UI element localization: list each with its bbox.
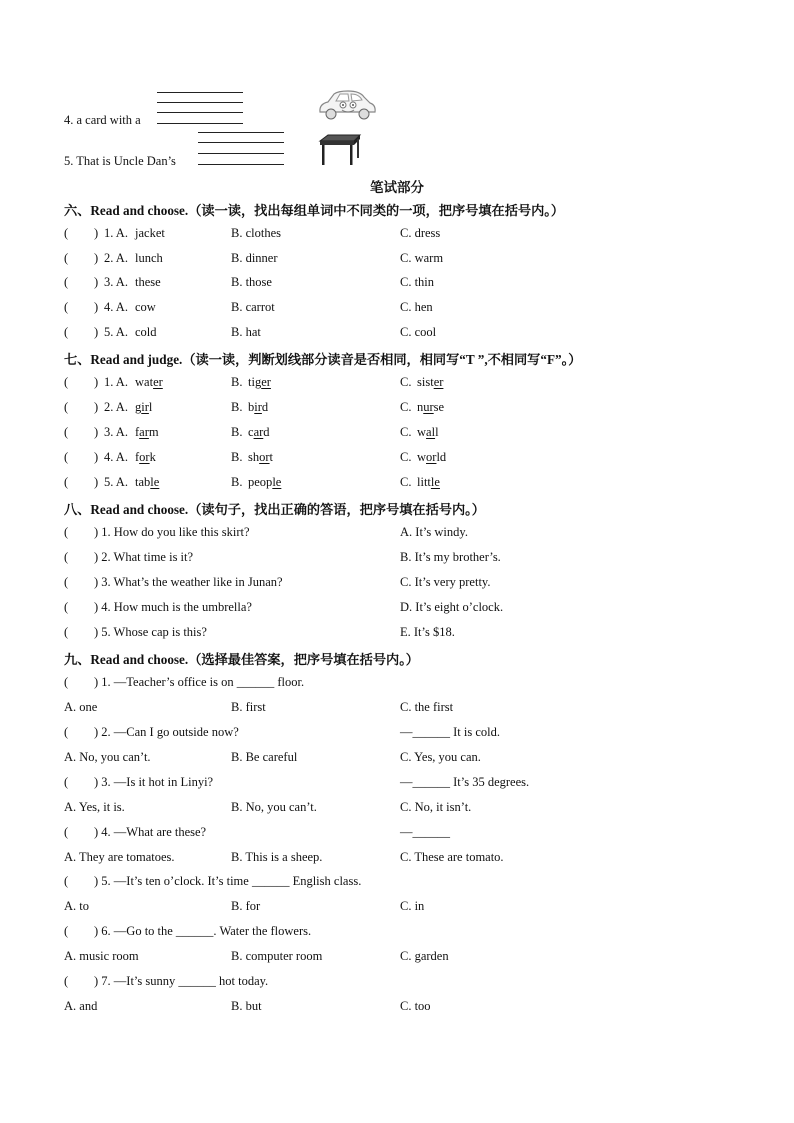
option-b: tiger [248,375,271,389]
option-b: B. hat [231,325,261,339]
answer-paren-close: ) [94,425,99,439]
q4-text: 4. a card with a [64,113,141,127]
response-blank: —______ It’s 35 degrees. [400,775,530,789]
item-number: 3. A. [104,275,128,289]
option-a: A. music room [64,949,139,963]
option-c: C. cool [400,325,437,339]
answer-paren-open[interactable]: ( [64,825,69,839]
option-c-label: C. [400,425,412,439]
option-b-label: B. [231,475,243,489]
answer-paren-open[interactable]: ( [64,300,69,314]
option-c: C. too [400,999,431,1013]
answer-paren-close: ) [94,475,99,489]
option-c: sister [417,375,444,389]
answer-paren-close: ) [94,400,99,414]
answer-paren-close: ) [94,251,99,265]
answer-paren-open[interactable]: ( [64,525,69,539]
answer-paren-open[interactable]: ( [64,974,69,988]
option-a: girl [135,400,153,414]
option-c: C. dress [400,226,441,240]
answer-option: D. It’s eight o’clock. [400,600,504,614]
option-a: jacket [135,226,165,240]
option-b: card [248,425,270,439]
question-text: ) 7. —It’s sunny ______ hot today. [94,974,269,988]
option-a: A. No, you can’t. [64,750,151,764]
answer-paren-open[interactable]: ( [64,251,69,265]
option-b: bird [248,400,269,414]
option-a: fork [135,450,156,464]
answer-paren-open[interactable]: ( [64,675,69,689]
option-b-label: B. [231,400,243,414]
item-number: 5. A. [104,325,128,339]
item-number: 4. A. [104,300,128,314]
answer-paren-open[interactable]: ( [64,874,69,888]
section-6-heading: 六、Read and choose.（读一读，找出每组单词中不同类的一项，把序号填在括号内。） [64,203,565,218]
answer-paren-open[interactable]: ( [64,400,69,414]
option-c: C. hen [400,300,433,314]
option-a: these [135,275,161,289]
option-a: cold [135,325,157,339]
option-b: B. clothes [231,226,281,240]
option-c: little [417,475,440,489]
option-c-label: C. [400,450,412,464]
answer-paren-open[interactable]: ( [64,550,69,564]
option-c-label: C. [400,400,412,414]
answer-paren-open[interactable]: ( [64,375,69,389]
answer-paren-open[interactable]: ( [64,575,69,589]
question-text: ) 5. —It’s ten o’clock. It’s time ______ English class. [94,874,362,888]
section-7-heading: 七、Read and judge.（读一读，判断划线部分读音是否相同，相同写“T ”,不相同写“F”。） [64,352,582,367]
option-a: cow [135,300,156,314]
option-c: C. These are tomato. [400,850,504,864]
answer-option: A. It’s windy. [400,525,468,539]
question-text: ) 2. —Can I go outside now? [94,725,239,739]
question-text: ) 4. —What are these? [94,825,207,839]
option-b: B. Be careful [231,750,298,764]
question-text: ) 3. —Is it hot in Linyi? [94,775,214,789]
option-c: C. warm [400,251,444,265]
answer-paren-open[interactable]: ( [64,450,69,464]
answer-paren-open[interactable]: ( [64,425,69,439]
item-number: 3. A. [104,425,128,439]
option-a: A. Yes, it is. [64,800,125,814]
option-b-label: B. [231,375,243,389]
option-b: people [248,475,282,489]
option-c-label: C. [400,475,412,489]
option-c: C. thin [400,275,435,289]
response-blank: —______ It is cold. [400,725,500,739]
item-number: 1. A. [104,226,128,240]
option-b: B. for [231,899,261,913]
option-b: B. first [231,700,266,714]
option-b-label: B. [231,425,243,439]
option-b: short [248,450,274,464]
item-number: 2. A. [104,251,128,265]
question-text: ) 3. What’s the weather like in Junan? [94,575,283,589]
table-picture [318,133,362,167]
answer-paren-close: ) [94,275,99,289]
section-9-heading: 九、Read and choose.（选择最佳答案，把序号填在括号内。） [64,652,419,667]
answer-option: E. It’s $18. [400,625,455,639]
option-c: C. garden [400,949,449,963]
option-c: world [417,450,447,464]
item-number: 1. A. [104,375,128,389]
answer-paren-open[interactable]: ( [64,775,69,789]
option-c: C. the first [400,700,454,714]
item-number: 4. A. [104,450,128,464]
answer-paren-open[interactable]: ( [64,600,69,614]
answer-paren-open[interactable]: ( [64,325,69,339]
option-a: A. They are tomatoes. [64,850,175,864]
option-b: B. No, you can’t. [231,800,317,814]
option-a: lunch [135,251,163,265]
answer-paren-close: ) [94,300,99,314]
answer-paren-close: ) [94,325,99,339]
section-8-heading: 八、Read and choose.（读句子，找出正确的答语，把序号填在括号内。） [64,502,485,517]
answer-option: C. It’s very pretty. [400,575,491,589]
answer-paren-open[interactable]: ( [64,226,69,240]
option-c: wall [417,425,439,439]
answer-paren-open[interactable]: ( [64,924,69,938]
option-a: farm [135,425,159,439]
q5-text: 5. That is Uncle Dan’s [64,154,176,168]
car-picture [316,88,378,122]
option-c-label: C. [400,375,412,389]
option-b: B. those [231,275,272,289]
option-b: B. computer room [231,949,323,963]
option-b: B. This is a sheep. [231,850,323,864]
option-c: C. No, it isn’t. [400,800,472,814]
option-b-label: B. [231,450,243,464]
option-a: A. and [64,999,98,1013]
item-number: 5. A. [104,475,128,489]
answer-paren-open[interactable]: ( [64,625,69,639]
question-text: ) 2. What time is it? [94,550,194,564]
question-text: ) 1. —Teacher’s office is on ______ floor. [94,675,305,689]
item-number: 2. A. [104,400,128,414]
option-a: A. one [64,700,98,714]
option-a: water [135,375,163,389]
answer-paren-close: ) [94,450,99,464]
answer-paren-open[interactable]: ( [64,475,69,489]
option-b: B. carrot [231,300,275,314]
option-b: B. dinner [231,251,278,265]
option-a: A. to [64,899,89,913]
question-text: ) 5. Whose cap is this? [94,625,207,639]
part-title: 笔试部分 [370,180,424,195]
answer-paren-close: ) [94,226,99,240]
response-blank: —______ [400,825,450,839]
question-text: ) 1. How do you like this skirt? [94,525,250,539]
question-text: ) 4. How much is the umbrella? [94,600,252,614]
answer-paren-close: ) [94,375,99,389]
answer-paren-open[interactable]: ( [64,725,69,739]
option-c: C. Yes, you can. [400,750,481,764]
option-c: nurse [417,400,445,414]
option-b: B. but [231,999,262,1013]
answer-paren-open[interactable]: ( [64,275,69,289]
question-text: ) 6. —Go to the ______. Water the flowers. [94,924,312,938]
answer-option: B. It’s my brother’s. [400,550,501,564]
option-a: table [135,475,160,489]
option-c: C. in [400,899,425,913]
